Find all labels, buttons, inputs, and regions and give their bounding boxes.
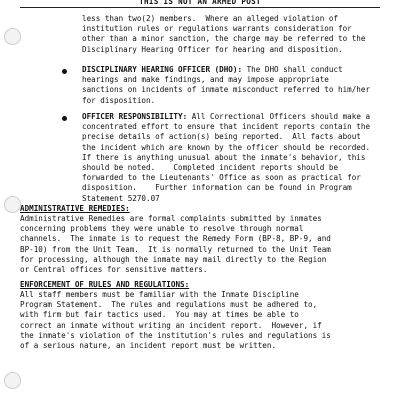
dho-line: for disposition. (82, 95, 156, 105)
dho-line: hearings and make findings, and may impose appropriate (82, 75, 329, 85)
officer-line: the incident which are known by the officer should be recorded. (82, 142, 371, 152)
dho-first-line (82, 65, 382, 75)
enforcement-line: All staff members must be familiar with the Inmate Discipline (20, 290, 299, 299)
officer-heading: OFFICER RESPONSIBILITY: (82, 112, 188, 121)
remedies-line: BP-10) from the Unit Team. It is normally returned to the Unit Team (20, 244, 331, 254)
bullet-dot-dho (62, 69, 67, 74)
intro-line: less than two(2) members. Where an alleged violation of (82, 14, 339, 23)
remedies-line: concerning problems they were unable to resolve through normal (20, 224, 304, 234)
enforcement-line: Program Statement. The rules and regulations must be adhered to, (20, 300, 318, 310)
remedies-line: or Central offices for sensitive matters. (20, 265, 208, 275)
intro-line: Disciplinary Hearing Officer for hearing and disposition. (82, 44, 343, 54)
intro-paragraph (82, 14, 382, 55)
enforcement-line: correct an inmate without writing an incident report. However, if (20, 320, 322, 330)
header-rule (20, 7, 380, 8)
remedies-line: Administrative Remedies are formal complaints submitted by inmates (20, 214, 322, 223)
intro-line: institution rules or regulations warrants consideration for (82, 24, 352, 34)
enforcement-line: with firm but fair tactics used. You may at times be able to (20, 310, 299, 320)
punch-hole-middle (4, 196, 21, 213)
dho-first-line-text: The DHO shall conduct (242, 65, 343, 74)
officer-first-line (82, 112, 382, 122)
punch-hole-top (4, 28, 21, 45)
remedies-line: for processing, although the inmate may mail directly to the Region (20, 254, 327, 264)
remedies-paragraph (20, 214, 390, 275)
enforcement-line: of a serious nature, an incident report must be written. (20, 341, 277, 351)
officer-line: concentrated effort to ensure that incident reports contain the (82, 122, 371, 132)
officer-line: forwarded to the Lieutenants' Office as soon as practical for (82, 173, 361, 183)
bullet-dot-officer (62, 116, 67, 121)
enforcement-line: the inmate's violation of the institution's rules and regulations is (20, 330, 331, 340)
officer-line: should be noted. Completed incident reports should be (82, 163, 339, 173)
officer-line: Statement 5270.07 (82, 193, 160, 203)
punch-hole-bottom (4, 372, 21, 389)
intro-line: other than a minor sanction, the charge may be referred to the (82, 34, 366, 44)
remedies-line: channels. The inmate is to request the Remedy Form (BP-8, BP-9, and (20, 234, 331, 244)
dho-line: sanctions on incidents of inmate misconduct referred to him/her (82, 85, 371, 95)
enforcement-paragraph (20, 290, 390, 351)
officer-line: disposition. Further information can be found in Program (82, 183, 352, 193)
officer-first-line-text: All Correctional Officers should make a (187, 112, 371, 121)
officer-paragraph (82, 112, 382, 204)
officer-line: If there is anything unusual about the inmate's behavior, this (82, 152, 366, 162)
dho-paragraph (82, 65, 382, 106)
dho-heading: DISCIPLINARY HEARING OFFICER (DHO): (82, 65, 243, 74)
officer-line: precise details of action(s) being reported. All facts about (82, 132, 361, 142)
remedies-heading: ADMINISTRATIVE REMEDIES: (20, 204, 130, 213)
page-header: THIS IS NOT AN ARMED POST (139, 0, 261, 6)
enforcement-heading: ENFORCEMENT OF RULES AND REGULATIONS: (20, 280, 190, 289)
